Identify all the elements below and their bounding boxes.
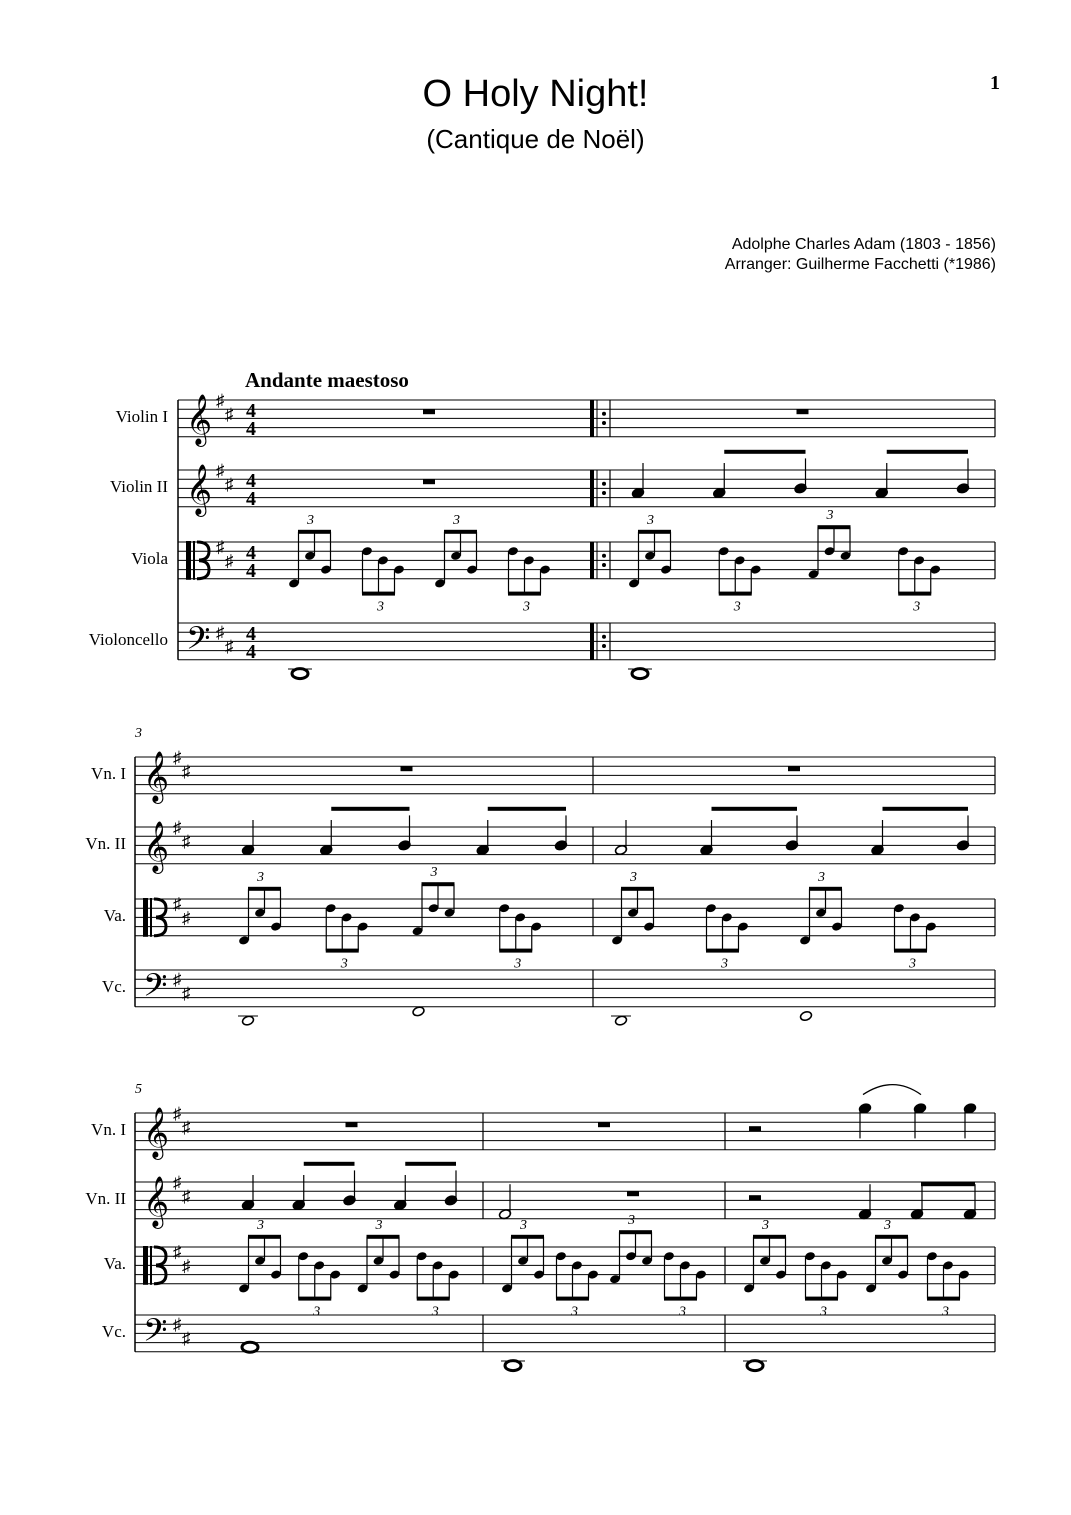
sharp-icon: ♯ <box>182 1256 191 1276</box>
time-signature: 4 <box>246 641 256 663</box>
beam <box>417 1297 450 1301</box>
tuplet-number: 3 <box>307 512 314 528</box>
sharp-icon: ♯ <box>173 1242 182 1262</box>
time-signature: 4 <box>246 470 256 492</box>
whole-note <box>747 1361 763 1371</box>
tuplet-number: 3 <box>820 1304 827 1320</box>
half-note <box>799 1010 812 1021</box>
bass-clef-icon: 𝄢 <box>143 969 168 1011</box>
beam <box>805 1297 838 1301</box>
half-note <box>412 1006 425 1017</box>
tuplet-number: 3 <box>826 508 834 524</box>
beam <box>331 807 409 811</box>
tuplet-number: 3 <box>514 956 522 972</box>
sharp-icon: ♯ <box>173 1173 182 1192</box>
repeat-barline <box>590 623 594 660</box>
beam <box>927 1297 960 1301</box>
repeat-barline <box>590 542 594 579</box>
beam <box>488 807 566 811</box>
tempo-marking: Andante maestoso <box>245 368 409 392</box>
beam <box>362 592 395 596</box>
sharp-icon: ♯ <box>182 831 191 851</box>
tuplet-number: 3 <box>377 599 384 615</box>
beam <box>921 1182 975 1186</box>
alto-clef-icon <box>193 541 195 580</box>
beam <box>818 525 851 529</box>
tuplet-number: 3 <box>430 865 438 881</box>
sharp-icon: ♯ <box>225 404 234 424</box>
slur <box>863 1085 921 1095</box>
whole-rest-icon <box>788 766 800 771</box>
beam <box>444 530 477 534</box>
tuplet-number: 3 <box>818 869 825 885</box>
tuplet-number: 3 <box>520 1217 527 1233</box>
tuplet-number: 3 <box>679 1304 686 1320</box>
time-signature: 4 <box>246 623 256 645</box>
tuplet-number: 3 <box>313 1304 321 1320</box>
tuplet-number: 3 <box>340 956 348 972</box>
repeat-dot <box>602 421 606 425</box>
score-subtitle: (Cantique de Noël) <box>426 124 645 154</box>
whole-rest-icon <box>797 409 809 414</box>
instrument-label: Vn. I <box>91 764 126 783</box>
beam <box>712 807 798 811</box>
score-title: O Holy Night! <box>422 73 649 115</box>
beam <box>664 1297 697 1301</box>
whole-rest-icon <box>401 766 413 771</box>
tuplet-number: 3 <box>630 869 637 885</box>
time-signature: 4 <box>246 542 256 564</box>
whole-note <box>242 1342 258 1352</box>
tuplet-number: 3 <box>375 1217 383 1233</box>
sharp-icon: ♯ <box>173 1104 182 1123</box>
sharp-icon: ♯ <box>182 1117 191 1137</box>
alto-clef-icon <box>186 541 191 580</box>
beam <box>887 450 968 454</box>
time-signature: 4 <box>246 488 256 510</box>
tuplet-number: 3 <box>942 1304 949 1320</box>
whole-rest-icon <box>423 409 435 414</box>
bass-clef-icon: 𝄢 <box>186 622 211 664</box>
tuplet-number: 3 <box>721 956 728 972</box>
tuplet-number: 3 <box>257 869 264 885</box>
beam <box>706 949 739 953</box>
time-signature: 4 <box>246 560 256 582</box>
sharp-icon: ♯ <box>216 461 225 480</box>
beam <box>809 887 842 891</box>
sharp-icon: ♯ <box>216 391 225 410</box>
page-number: 1 <box>990 72 1000 94</box>
beam <box>753 1235 786 1239</box>
sharp-icon: ♯ <box>173 818 182 837</box>
sharp-icon: ♯ <box>182 908 191 928</box>
beam <box>367 1235 400 1239</box>
time-signature: 4 <box>246 400 256 422</box>
sharp-icon: ♯ <box>182 761 191 781</box>
beam <box>405 1162 456 1166</box>
beam <box>422 882 455 886</box>
beam <box>248 1235 281 1239</box>
bass-clef-icon: 𝄢 <box>143 1314 168 1356</box>
whole-note <box>292 669 308 679</box>
beam <box>898 592 931 596</box>
whole-note <box>632 669 648 679</box>
tuplet-number: 3 <box>647 512 654 528</box>
beam <box>508 592 541 596</box>
treble-clef-icon: 𝄞 <box>143 1177 170 1226</box>
instrument-label: Vn. I <box>91 1120 126 1139</box>
repeat-dot <box>602 635 606 639</box>
tuplet-number: 3 <box>523 599 530 615</box>
instrument-label: Vn. II <box>85 834 126 853</box>
repeat-dot <box>602 563 606 567</box>
instrument-label: Vn. II <box>85 1189 126 1208</box>
alto-clef-icon <box>143 1246 148 1285</box>
beam <box>719 592 752 596</box>
sharp-icon: ♯ <box>225 637 234 656</box>
tuplet-number: 3 <box>733 599 741 615</box>
sharp-icon: ♯ <box>182 1186 191 1206</box>
sharp-icon: ♯ <box>182 1329 191 1348</box>
instrument-label: Violin II <box>110 477 168 496</box>
repeat-barline <box>590 400 594 437</box>
beam <box>621 887 654 891</box>
beam <box>724 450 805 454</box>
treble-clef-icon: 𝄞 <box>143 752 170 801</box>
sharp-icon: ♯ <box>216 537 225 557</box>
instrument-label: Vc. <box>101 977 126 996</box>
treble-clef-icon: 𝄞 <box>186 465 213 514</box>
repeat-barline <box>590 470 594 507</box>
whole-rest-icon <box>749 1195 761 1200</box>
half-note <box>241 1015 254 1026</box>
beam <box>499 949 532 953</box>
sharp-icon: ♯ <box>225 474 234 494</box>
repeat-dot <box>602 482 606 486</box>
beam <box>556 1297 589 1301</box>
instrument-label: Violin I <box>115 407 168 426</box>
treble-clef-icon: 𝄞 <box>186 395 213 444</box>
sharp-icon: ♯ <box>173 894 182 914</box>
repeat-dot <box>602 412 606 416</box>
alto-clef-icon <box>143 898 148 937</box>
whole-note <box>505 1361 521 1371</box>
tuplet-number: 3 <box>257 1217 264 1233</box>
beam <box>875 1235 908 1239</box>
repeat-dot <box>602 554 606 558</box>
beam <box>619 1230 652 1234</box>
beam <box>894 949 927 953</box>
sharp-icon: ♯ <box>216 623 225 643</box>
tuplet-number: 3 <box>762 1217 769 1233</box>
tuplet-number: 3 <box>571 1304 578 1320</box>
tuplet-number: 3 <box>628 1213 635 1229</box>
tuplet-number: 3 <box>453 512 460 528</box>
instrument-label: Viola <box>131 549 168 568</box>
tuplet-number: 3 <box>431 1304 439 1320</box>
measure-number: 5 <box>135 1082 142 1097</box>
half-note <box>614 1015 627 1026</box>
sharp-icon: ♯ <box>225 551 234 571</box>
tuplet-number: 3 <box>884 1217 891 1233</box>
beam <box>248 887 281 891</box>
instrument-label: Va. <box>103 1254 126 1273</box>
instrument-label: Va. <box>103 906 126 925</box>
beam <box>326 949 359 953</box>
whole-rest-icon <box>346 1122 358 1127</box>
beam <box>304 1162 355 1166</box>
beam <box>298 530 331 534</box>
sharp-icon: ♯ <box>173 748 182 767</box>
beam <box>638 530 671 534</box>
instrument-label: Vc. <box>101 1322 126 1341</box>
alto-clef-icon <box>150 898 152 937</box>
beam <box>298 1297 331 1301</box>
whole-rest-icon <box>749 1126 761 1131</box>
tuplet-number: 3 <box>913 599 921 615</box>
time-signature: 4 <box>246 418 256 440</box>
composer: Adolphe Charles Adam (1803 - 1856) <box>731 236 996 253</box>
beam <box>883 807 969 811</box>
repeat-dot <box>602 644 606 648</box>
whole-rest-icon <box>423 479 435 484</box>
repeat-dot <box>602 491 606 495</box>
beam <box>511 1235 544 1239</box>
arranger: Arranger: Guilherme Facchetti (*1986) <box>724 256 996 273</box>
sharp-icon: ♯ <box>173 1315 182 1335</box>
alto-clef-icon <box>150 1246 152 1285</box>
treble-clef-icon: 𝄞 <box>143 822 170 871</box>
whole-rest-icon <box>627 1191 639 1196</box>
tuplet-number: 3 <box>909 956 916 972</box>
sharp-icon: ♯ <box>182 984 191 1003</box>
treble-clef-icon: 𝄞 <box>143 1108 170 1157</box>
measure-number: 3 <box>135 726 142 741</box>
sharp-icon: ♯ <box>173 970 182 990</box>
instrument-label: Violoncello <box>88 630 168 649</box>
whole-rest-icon <box>598 1122 610 1127</box>
